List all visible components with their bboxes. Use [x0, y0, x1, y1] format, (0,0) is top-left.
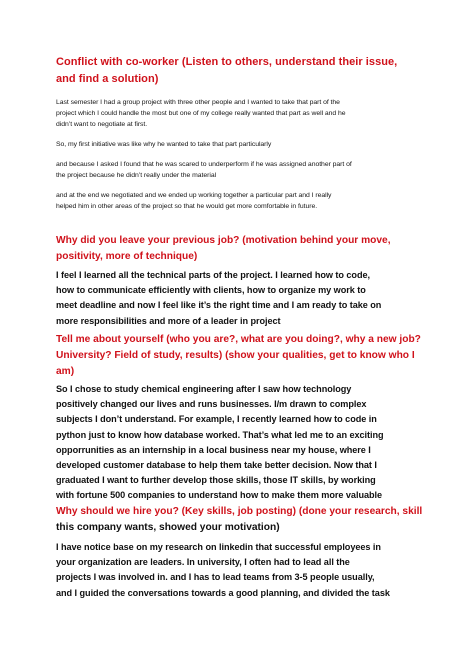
- heading-line: positivity, more of technique): [56, 251, 198, 262]
- answer-line: python just to know how database worked. That’s what led me to an exciting: [56, 429, 384, 440]
- answer-line: meet deadline and now I feel like it’s the right time and I am ready to take on: [56, 300, 382, 311]
- answer-line: your organization are leaders. In university, I often had to lead all the: [56, 557, 350, 568]
- heading-why-should-we-hire-you: [56, 504, 423, 536]
- heading-line: am): [56, 366, 75, 377]
- paragraph-line: and at the end we negotiated and we ended up working together a particular part and I really: [56, 192, 332, 199]
- paragraph-line: project which I could handle the most but one of my college really wanted that part as well and he: [56, 110, 346, 117]
- paragraph-negotiated: [56, 190, 418, 212]
- heading-line: Why should we hire you? (Key skills, job posting) (done your research, skill: [56, 506, 423, 517]
- answer-line: opporrunities as an internship in a local business near my house, where I: [56, 444, 371, 455]
- answer-line: with fortune 500 companies to understand how to make them more valuable: [56, 490, 383, 501]
- paragraph-line: Last semester I had a group project with three other people and I wanted to take that part of the: [56, 99, 340, 106]
- paragraph-line: and because I asked I found that he was scared to underperform if he was assigned another part of: [56, 161, 352, 168]
- answer-line: I have notice base on my research on linkedin that successful employees in: [56, 542, 381, 552]
- paragraph-line: helped him in other areas of the project so that he would get more comfortable in future.: [56, 203, 318, 210]
- heading-line: University? Field of study, results) (show your qualities, get to know who I: [56, 350, 415, 361]
- heading-conflict-with-coworker: [56, 54, 418, 88]
- paragraph-first-initiative: [56, 139, 418, 150]
- answer-line: positively changed our lives and runs businesses. I/m drawn to complex: [56, 399, 367, 410]
- paragraph-scared-underperform: [56, 159, 418, 181]
- answer-line: how to communicate efficiently with clients, how to organize my work to: [56, 285, 366, 296]
- answer-line: and I guided the conversations towards a good planning, and divided the task: [56, 587, 390, 598]
- paragraph-line: didn’t want to negotiate at first.: [56, 121, 148, 128]
- answer-line: subjects I don’t understand. For example, I recently learned how to code in: [56, 414, 377, 425]
- answer-line: more responsibilities and more of a leader in project: [56, 315, 281, 326]
- heading-tell-me-about-yourself: [56, 332, 421, 380]
- heading-line: and find a solution): [56, 73, 159, 85]
- heading-line-continuation: this company wants, showed your motivation): [56, 522, 280, 533]
- answer-why-should-we-hire-you: [56, 540, 418, 601]
- answer-line: developed customer database to help them take better decision. Now that I: [56, 460, 377, 471]
- heading-why-leave-previous-job: [56, 233, 418, 265]
- paragraph-line: the project because he didn’t really under the material: [56, 172, 217, 179]
- answer-tell-me-about-yourself: [56, 382, 418, 504]
- answer-line: projects I was involved in. and I has to lead teams from 3-5 people usually,: [56, 572, 375, 583]
- heading-line: Why did you leave your previous job? (motivation behind your move,: [56, 235, 391, 246]
- paragraph-line: So, my first initiative was like why he wanted to take that part particularly: [56, 141, 272, 148]
- answer-line: I feel I learned all the technical parts of the project. I learned how to code,: [56, 270, 370, 280]
- heading-line: Conflict with co-worker (Listen to others, understand their issue,: [56, 56, 398, 68]
- paragraph-group-project: [56, 97, 418, 130]
- answer-line: graduated I want to further develop those skills, those IT skills, by working: [56, 475, 376, 486]
- answer-why-leave-previous-job: [56, 268, 418, 329]
- answer-line: So I chose to study chemical engineering after I saw how technology: [56, 384, 352, 394]
- heading-line: Tell me about yourself (who you are?, what are you doing?, why a new job?: [56, 334, 421, 345]
